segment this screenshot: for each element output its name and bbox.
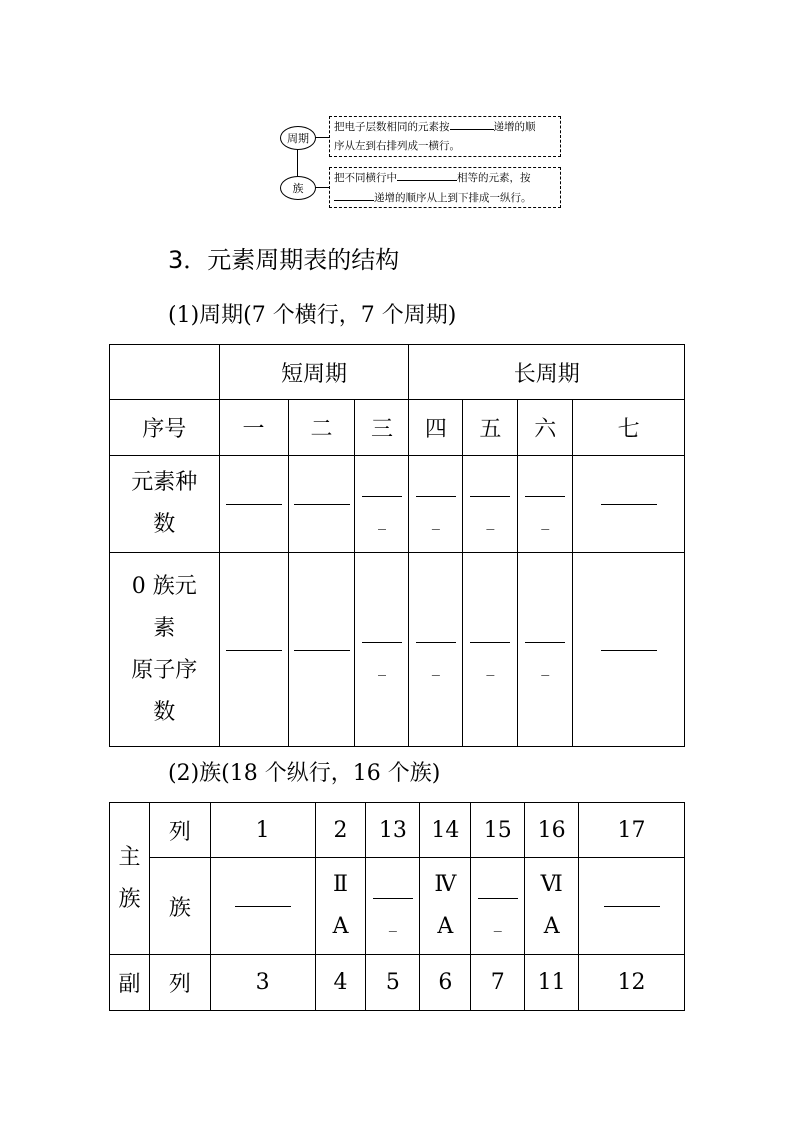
node-connector xyxy=(297,149,298,176)
group-subtitle: (2)族(18 个纵行，16 个族) xyxy=(168,761,441,786)
seq-cell: 六 xyxy=(518,400,573,456)
blank-cell: _ xyxy=(355,456,409,553)
sub-group-header: 副 xyxy=(110,955,150,1011)
kinds-row-header: 元素种 数 xyxy=(110,456,220,553)
concept-diagram xyxy=(280,114,564,210)
blank-cell: _ xyxy=(366,858,420,955)
col-cell: 16 xyxy=(525,803,579,858)
period-node: 周期 xyxy=(280,126,316,150)
col-cell: 12 xyxy=(579,955,685,1011)
blank-cell xyxy=(579,858,685,955)
group-cell: Ⅳ A xyxy=(420,858,471,955)
group-node: 族 xyxy=(280,176,316,200)
col-cell: 5 xyxy=(366,955,420,1011)
blank-cell xyxy=(210,858,315,955)
col-cell: 17 xyxy=(579,803,685,858)
col-cell: 2 xyxy=(315,803,366,858)
answer-blank[interactable] xyxy=(235,906,291,907)
answer-blank[interactable] xyxy=(416,478,456,497)
blank-cell xyxy=(219,553,288,747)
answer-blank[interactable] xyxy=(294,650,350,651)
col-cell: 6 xyxy=(420,955,471,1011)
answer-blank[interactable] xyxy=(226,650,282,651)
group-cell: Ⅵ A xyxy=(525,858,579,955)
group-cell: Ⅱ A xyxy=(315,858,366,955)
answer-blank[interactable] xyxy=(601,650,657,651)
fill-blank xyxy=(334,188,374,201)
group-table xyxy=(109,802,685,1011)
group-definition-box: 把不同横行中 相等的元素，按 递增的顺序从上到下排成一纵行。 xyxy=(329,167,561,208)
blank-cell: _ xyxy=(471,858,525,955)
seq-cell: 五 xyxy=(463,400,518,456)
blank-cell xyxy=(288,456,355,553)
corner-cell xyxy=(110,345,220,400)
period-definition-box: 把电子层数相同的元素按 递增的顺 序从左到右排列成一横行。 xyxy=(329,116,561,157)
blank-cell: _ xyxy=(355,553,409,747)
fill-blank xyxy=(397,168,457,181)
answer-blank[interactable] xyxy=(470,624,510,643)
blank-cell: _ xyxy=(409,553,463,747)
col-cell: 4 xyxy=(315,955,366,1011)
blank-cell: _ xyxy=(463,553,518,747)
answer-blank[interactable] xyxy=(416,624,456,643)
seq-row-header: 序号 xyxy=(110,400,220,456)
seq-cell: 一 xyxy=(219,400,288,456)
period-connector xyxy=(315,137,329,138)
seq-cell: 二 xyxy=(288,400,355,456)
section-title: 3．元素周期表的结构 xyxy=(168,246,400,274)
fill-blank xyxy=(450,117,494,130)
col-cell: 1 xyxy=(210,803,315,858)
answer-blank[interactable] xyxy=(525,478,565,497)
answer-blank[interactable] xyxy=(362,478,402,497)
seq-cell: 三 xyxy=(355,400,409,456)
period-subtitle: (1)周期(7 个横行，7 个周期) xyxy=(168,303,457,328)
zero-group-row-header: 0 族元 素 原子序 数 xyxy=(110,553,220,747)
short-period-header: 短周期 xyxy=(219,345,409,400)
col-label: 列 xyxy=(149,955,210,1011)
answer-blank[interactable] xyxy=(478,880,518,899)
answer-blank[interactable] xyxy=(294,504,350,505)
blank-cell xyxy=(219,456,288,553)
answer-blank[interactable] xyxy=(604,906,660,907)
group-connector xyxy=(315,187,329,188)
period-table xyxy=(109,344,685,747)
blank-cell xyxy=(573,456,685,553)
col-cell: 13 xyxy=(366,803,420,858)
answer-blank[interactable] xyxy=(362,624,402,643)
col-cell: 7 xyxy=(471,955,525,1011)
blank-cell xyxy=(288,553,355,747)
long-period-header: 长周期 xyxy=(409,345,685,400)
answer-blank[interactable] xyxy=(601,504,657,505)
blank-cell: _ xyxy=(409,456,463,553)
col-cell: 15 xyxy=(471,803,525,858)
col-cell: 14 xyxy=(420,803,471,858)
main-group-header: 主 族 xyxy=(110,803,150,955)
answer-blank[interactable] xyxy=(226,504,282,505)
group-label: 族 xyxy=(149,858,210,955)
blank-cell: _ xyxy=(518,456,573,553)
blank-cell: _ xyxy=(463,456,518,553)
answer-blank[interactable] xyxy=(470,478,510,497)
col-cell: 3 xyxy=(210,955,315,1011)
col-cell: 11 xyxy=(525,955,579,1011)
answer-blank[interactable] xyxy=(373,880,413,899)
blank-cell xyxy=(573,553,685,747)
seq-cell: 七 xyxy=(573,400,685,456)
seq-cell: 四 xyxy=(409,400,463,456)
blank-cell: _ xyxy=(518,553,573,747)
answer-blank[interactable] xyxy=(525,624,565,643)
col-label: 列 xyxy=(149,803,210,858)
